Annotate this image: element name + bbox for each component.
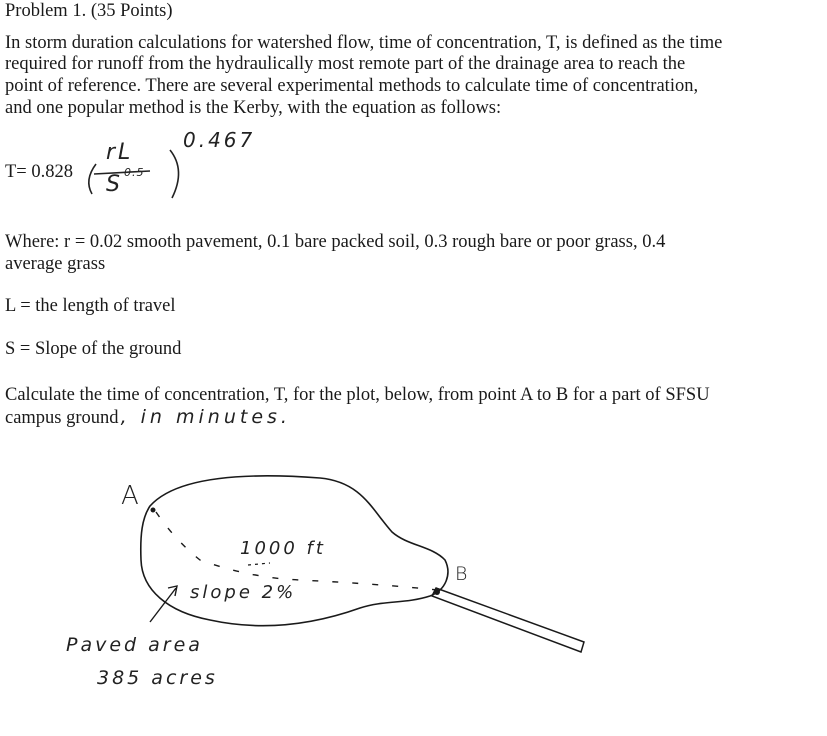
intro-line-2: required for runoff from the hydraulically most remote part of the drainage area to reach the: [5, 54, 686, 74]
outlet-channel: [432, 588, 584, 652]
slope-label: slope 2%: [190, 582, 297, 603]
intro-line-3: point of reference. There are several experimental methods to calculate time of concentration,: [5, 76, 699, 96]
point-a-label: A: [121, 481, 139, 511]
problem-header: Problem 1. (35 Points): [5, 1, 173, 21]
pointer-arrowhead: [168, 586, 177, 596]
paved-area-label: Paved area: [66, 634, 203, 656]
equation-denominator-exponent: 0.5: [124, 166, 145, 179]
definition-r-line-1: Where: r = 0.02 smooth pavement, 0.1 bare packed soil, 0.3 rough bare or poor grass, 0.4: [5, 232, 666, 252]
point-b-marker: [434, 589, 440, 595]
length-label: 1000 ft: [240, 538, 326, 559]
point-a-marker: [151, 508, 156, 513]
definition-S: S = Slope of the ground: [5, 339, 182, 359]
intro-line-4: and one popular method is the Kerby, with the equation as follows:: [5, 98, 502, 118]
question-typed-text: campus ground: [5, 408, 119, 428]
definition-r-line-2: average grass: [5, 254, 106, 274]
length-tick: [248, 563, 270, 565]
equation-outer-exponent: 0.467: [183, 128, 256, 152]
equation-lhs: T= 0.828: [5, 162, 73, 182]
definition-L: L = the length of travel: [5, 296, 176, 316]
intro-line-1: In storm duration calculations for watershed flow, time of concentration, T, is defined as the time: [5, 33, 723, 53]
question-handwritten-text: , in minutes.: [120, 406, 291, 428]
point-b-label: B: [455, 563, 468, 585]
acres-label: 385 acres: [97, 667, 218, 689]
equation-denominator: S: [106, 172, 123, 197]
equation-numerator: rL: [106, 140, 134, 165]
question-line-1: Calculate the time of concentration, T, for the plot, below, from point A to B for a part of SFSU: [5, 385, 710, 405]
